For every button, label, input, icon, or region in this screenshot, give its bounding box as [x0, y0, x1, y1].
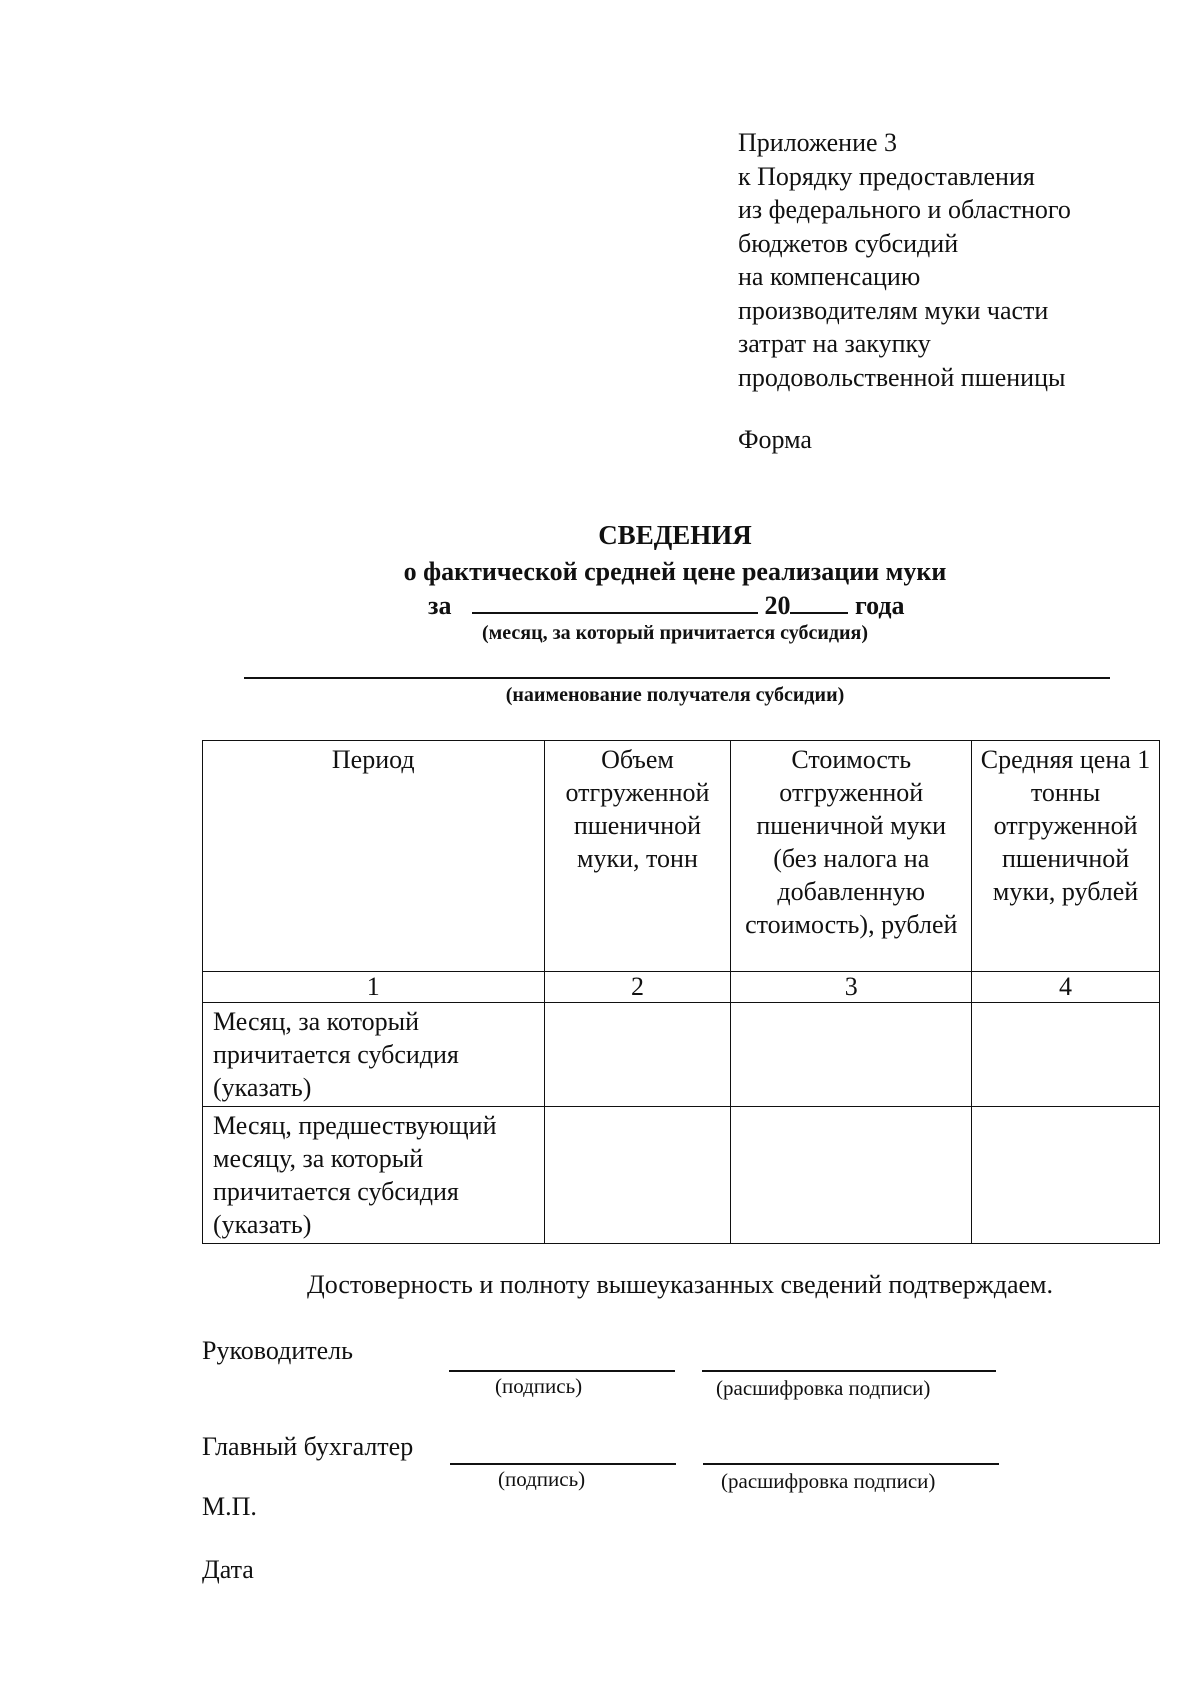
appendix-line: из федерального и областного: [738, 195, 1071, 224]
appendix-line: к Порядку предоставления: [738, 161, 1035, 191]
appendix-line: Приложение 3: [738, 128, 898, 157]
header-volume: Объем отгруженной пшеничной муки, тонн: [544, 741, 731, 972]
year-blank-field[interactable]: [790, 588, 848, 614]
column-number-row: [203, 972, 1160, 1003]
column-number: 2: [544, 972, 731, 1003]
appendix-reference: [738, 126, 1071, 394]
average-price-cell[interactable]: [972, 1107, 1160, 1244]
average-price-cell[interactable]: [972, 1003, 1160, 1107]
period-year: 20: [764, 591, 791, 620]
accountant-signature-field[interactable]: [450, 1463, 676, 1465]
appendix-line: продовольственной пшеницы: [738, 362, 1066, 392]
period-hint: (месяц, за который причитается субсидия): [481, 622, 869, 644]
data-table: [202, 740, 1160, 1244]
head-label: Руководитель: [202, 1336, 353, 1365]
head-signature-field[interactable]: [449, 1370, 675, 1372]
form-label: Форма: [738, 425, 812, 454]
decode-hint: (расшифровка подписи): [716, 1376, 931, 1400]
recipient-blank-field[interactable]: [244, 677, 1110, 679]
volume-cell[interactable]: [544, 1003, 731, 1107]
header-average-price: Средняя цена 1 тонны отгруженной пшеничной муки, рублей: [972, 741, 1160, 972]
document-subtitle: о фактической средней цене реализации муки: [403, 557, 947, 586]
accountant-label: Главный бухгалтер: [202, 1432, 414, 1461]
appendix-line: бюджетов субсидий: [738, 228, 959, 258]
row-label-previous-month: Месяц, предшествующий месяцу, за который причитается субсидия (указать): [203, 1107, 545, 1244]
recipient-hint: (наименование получателя субсидии): [505, 684, 845, 706]
header-cost: Стоимость отгруженной пшеничной муки (без налога на добавленную стоимость), рублей: [731, 741, 972, 972]
volume-cell[interactable]: [544, 1107, 731, 1244]
header-period: Период: [203, 741, 545, 972]
table-row: [203, 1003, 1160, 1107]
table-row: [203, 1107, 1160, 1244]
column-number: 1: [203, 972, 545, 1003]
signature-hint: (подпись): [495, 1374, 583, 1398]
appendix-line: затрат на закупку: [738, 329, 931, 358]
column-number: 3: [731, 972, 972, 1003]
confirmation-statement: Достоверность и полноту вышеуказанных сведений подтверждаем.: [306, 1270, 1054, 1299]
row-label-current-month: Месяц, за который причитается субсидия (указать): [203, 1003, 545, 1107]
table-header-row: [203, 741, 1160, 972]
stamp-place: М.П.: [202, 1492, 257, 1521]
cost-cell[interactable]: [731, 1003, 972, 1107]
accountant-decode-field[interactable]: [703, 1463, 999, 1465]
period-prefix: за: [428, 591, 452, 620]
cost-cell[interactable]: [731, 1107, 972, 1244]
appendix-line: производителям муки части: [738, 295, 1049, 325]
signature-hint: (подпись): [498, 1467, 586, 1491]
column-number: 4: [972, 972, 1160, 1003]
date-label: Дата: [202, 1555, 254, 1584]
period-line: [428, 588, 905, 621]
head-decode-field[interactable]: [702, 1370, 996, 1372]
period-suffix: года: [854, 591, 905, 620]
document-title: СВЕДЕНИЯ: [598, 520, 752, 550]
decode-hint: (расшифровка подписи): [721, 1469, 936, 1493]
month-blank-field[interactable]: [472, 588, 758, 614]
appendix-line: на компенсацию: [738, 262, 921, 291]
